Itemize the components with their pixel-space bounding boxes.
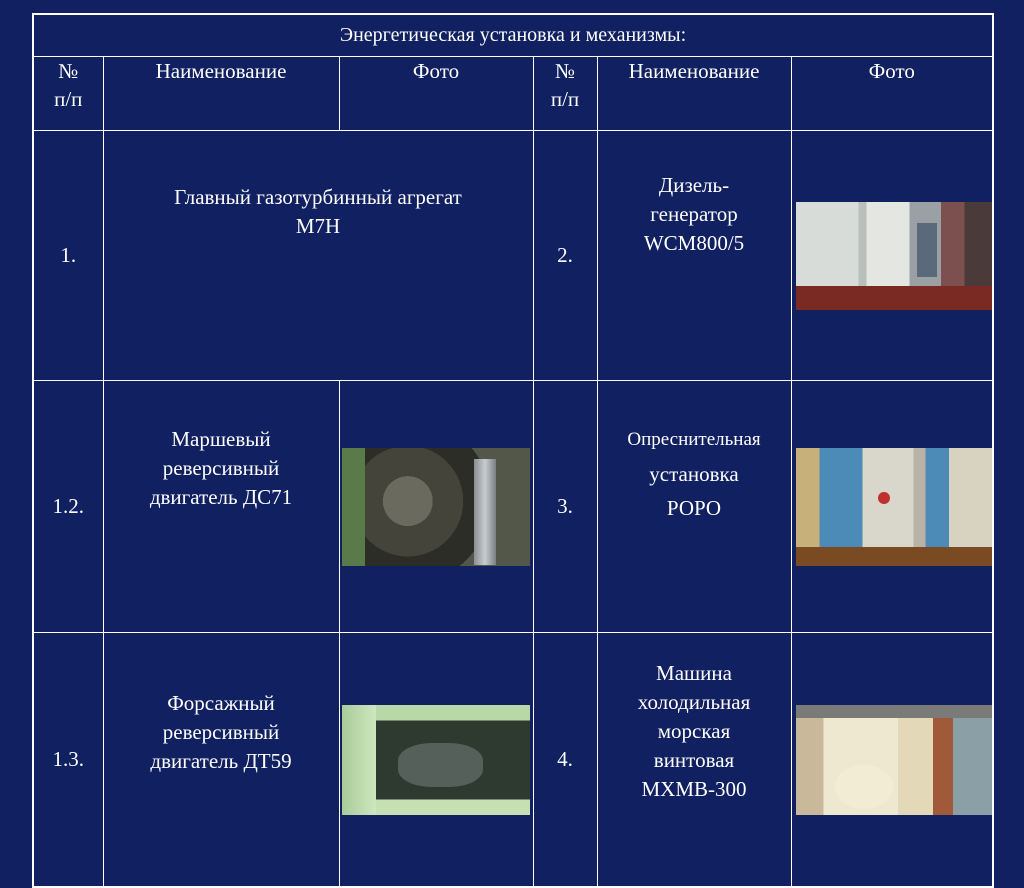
table-row [33,381,993,633]
header-name: Наименование [103,57,339,131]
boost-engine-photo [342,705,530,815]
photo-cell [791,633,993,888]
turbine-engine-photo [342,448,530,566]
equipment-name: Маршевый реверсивный двигатель ДС71 [103,381,339,633]
row-number: 1. [33,131,103,381]
table-title: Энергетическая установка и механизмы: [33,14,993,57]
row-number: 3. [533,381,597,633]
table-row [33,633,993,888]
photo-cell [339,633,533,888]
equipment-name: Главный газотурбинный агрегат М7Н [103,131,533,381]
equipment-name: Машина холодильная морская винтовая МХМВ-300 [597,633,791,888]
equipment-name: Опреснительная установка РОРО [597,381,791,633]
photo-cell [791,131,993,381]
diesel-generator-photo [796,202,992,310]
header-num: № п/п [33,57,103,131]
photo-cell [791,381,993,633]
row-number: 2. [533,131,597,381]
row-number: 1.2. [33,381,103,633]
row-number: 1.3. [33,633,103,888]
equipment-name: Дизель- генератор WCM800/5 [597,131,791,381]
header-photo: Фото [339,57,533,131]
equipment-table [32,13,994,888]
header-num: № п/п [533,57,597,131]
desalination-unit-photo [796,448,992,566]
header-photo: Фото [791,57,993,131]
refrigeration-machine-photo [796,705,992,815]
equipment-name: Форсажный реверсивный двигатель ДТ59 [103,633,339,888]
photo-cell [339,381,533,633]
table-row [33,131,993,381]
header-name: Наименование [597,57,791,131]
row-number: 4. [533,633,597,888]
